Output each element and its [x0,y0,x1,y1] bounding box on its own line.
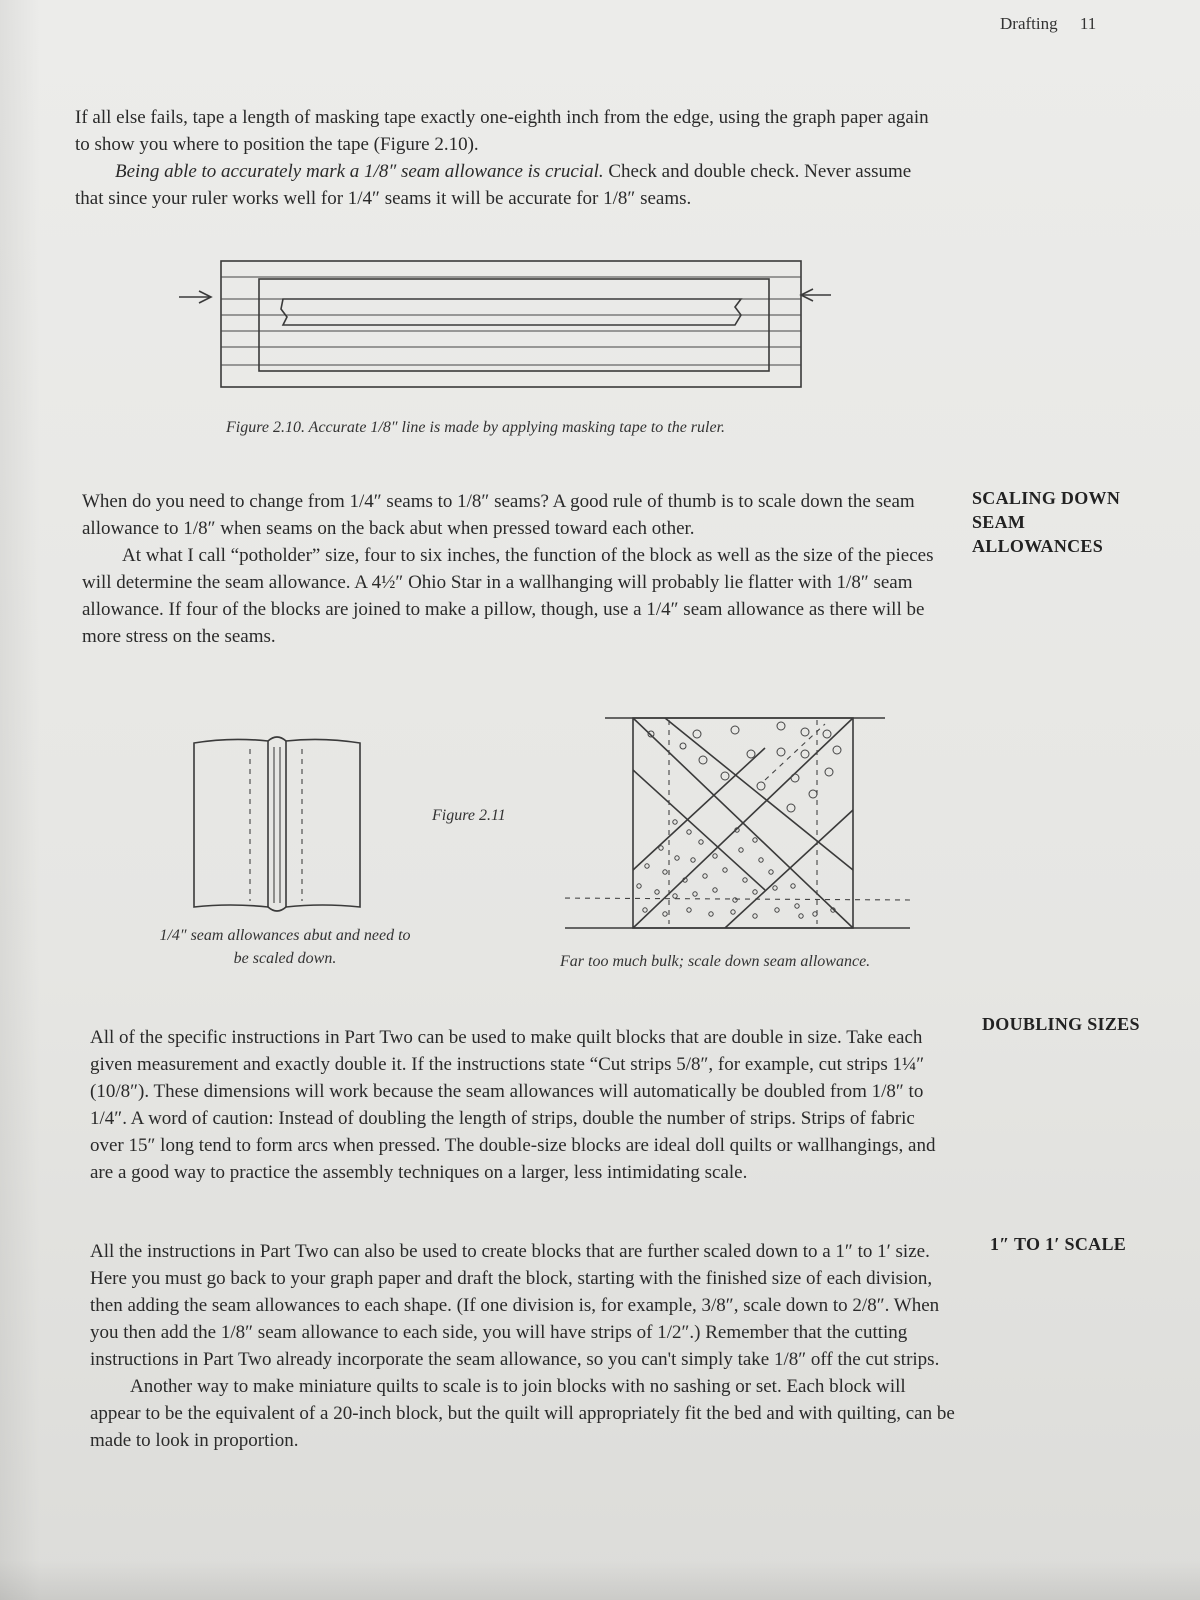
scaling-down-paragraph-2: At what I call “potholder” size, four to six inches, the function of the block as well as the size of the pieces will determine the seam allowance. A 4½″ Ohio Star in a wallhanging will probably lie flatter with 1/8″ seam allowance. If four of the blocks are joined to make a pillow, though, use a 1/4″ seam allowance as there will be more stress on the seams. [82,545,934,647]
figure-2-10-caption: Figure 2.10. Accurate 1/8″ line is made by applying masking tape to the ruler. [226,419,726,436]
running-header [1000,14,1140,34]
figure-2-10-ruler-illustration [175,255,835,395]
figure-2-11-abutting-seams-illustration [190,735,365,915]
scale-1-to-1-text [90,1238,958,1454]
masking-tape-strip [281,299,741,325]
scaling-down-heading: SCALING DOWN SEAM ALLOWANCES [972,488,1121,556]
scale-1-to-1-paragraph-1: All the instructions in Part Two can also be used to create blocks that are further scaled down to a 1″ to 1′ size. Here you must go back to your graph paper and draft the block, starting with the finished size of each division, then adding the seam allowances to each shape. (If one division is, for example, 3/8″, scale down to 2/8″. When you then add the 1/8″ seam allowance to each side, you will have strips of 1/2″.) Remember that the cutting instructions in Part Two already incorporate the seam allowance, so you can't simply take 1/8″ off the cut strips. [90,1241,940,1370]
ruler-outline [221,261,801,387]
figure-2-11-left-caption: 1/4″ seam allowances abut and need to be scaled down. [159,927,411,967]
figure-2-11-ohio-star-block-illustration [565,710,915,935]
page-bottom-shadow [0,1560,1200,1600]
doubling-sizes-text [90,1024,952,1186]
crucial-emphasis: Being able to accurately mark a 1/8″ seam allowance is crucial. [115,161,604,182]
scaling-down-paragraph-1: When do you need to change from 1/4″ seams to 1/8″ seams? A good rule of thumb is to scale down the seam allowance to 1/8″ when seams on the back abut when pressed toward each other. [82,491,915,539]
right-arrow-icon [801,289,831,301]
intro-paragraph-2 [75,158,937,212]
doubling-sizes-heading: DOUBLING SIZES [982,1014,1140,1034]
figure-2-11-right-caption: Far too much bulk; scale down seam allowance. [560,953,871,970]
scaling-down-text [82,488,942,650]
scale-1-to-1-heading: 1″ TO 1′ SCALE [990,1234,1127,1254]
section-title: Drafting [1000,14,1058,33]
page-number: 11 [1079,14,1097,33]
page-gutter-shadow [0,0,40,1600]
intro-paragraph-1: If all else fails, tape a length of masking tape exactly one-eighth inch from the edge, using the graph paper again to show you where to position the tape (Figure 2.10). [75,107,929,155]
dot-print-pattern [637,820,835,918]
intro-paragraph-2-rest: Check and double check. Never assume that since your ruler works well for 1/4″ seams it will be accurate for 1/8″ seams. [75,161,912,209]
intro-block [75,104,937,212]
scale-1-to-1-paragraph-2: Another way to make miniature quilts to scale is to join blocks with no sashing or set. Each block will appear to be the equivalent of a 20-inch block, but the quilt will appropriately fit the bed and with quilting, can be made to look in proportion. [90,1376,955,1451]
figure-2-11-label: Figure 2.11 [432,807,506,824]
left-arrow-icon [179,291,211,303]
doubling-sizes-paragraph: All of the specific instructions in Part Two can be used to make quilt blocks that are double in size. Take each given measurement and exactly double it. If the instructions state “Cut strips 5/8″, for example, cut strips 1¼″ (10/8″). These dimensions will work because the seam allowances will automatically be doubled from 1/8″ to 1/4″. A word of caution: Instead of doubling the length of strips, double the number of strips. Strips of fabric over 15″ long tend to form arcs when pressed. The double-size blocks are ideal doll quilts or wallhangings, and are a good way to practice the assembly techniques on a larger, less intimidating scale. [90,1027,936,1183]
